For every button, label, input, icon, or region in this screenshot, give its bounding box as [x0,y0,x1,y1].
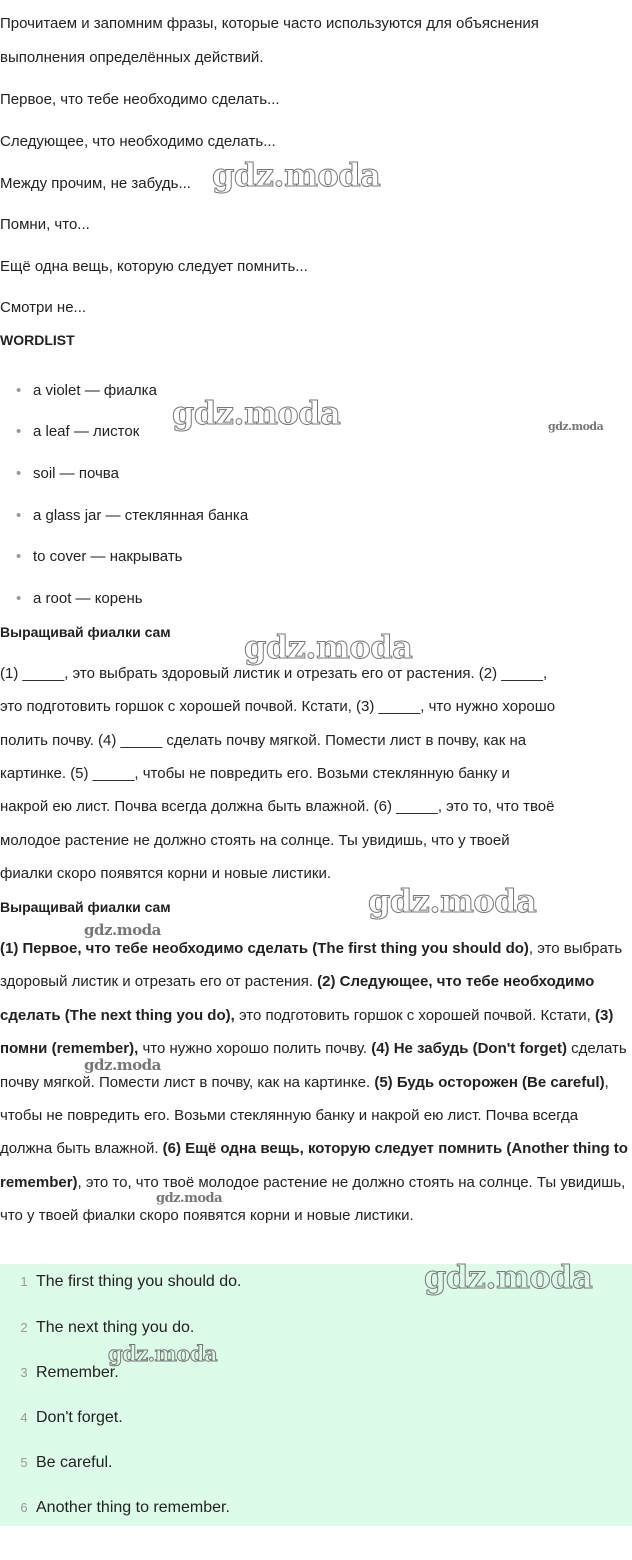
watermark: gdz.moda [424,1258,593,1296]
answer-number: 3 [20,1365,28,1380]
answer-number: 1 [20,1274,28,1289]
task-line: накрой ею лист. Почва всегда должна быть влажной. (6) _____, это то, что твоё [0,798,555,815]
task-line: фиалки скоро появятся корни и новые листики. [0,865,332,882]
answer-number: 5 [20,1455,28,1470]
intro-line-1: Прочитаем и запомним фразы, которые часто используются для объяснения [0,15,539,32]
answer-row [0,1269,241,1295]
answer-text: Another thing to remember. [36,1499,230,1516]
phrase-first: Первое, что тебе необходимо сделать... [0,91,280,108]
solution-phrase-4: (4) Не забудь (Don't forget) [371,1040,567,1058]
answer-row [0,1405,123,1431]
solution-phrase-5: (5) Будь осторожен (Be careful) [374,1073,605,1091]
task-line: это подготовить горшок с хорошей почвой. Кстати, (3) _____, что нужно хорошо [0,698,556,715]
answer-text: Be careful. [36,1454,113,1471]
answer-row [0,1315,194,1341]
watermark: gdz.moda [108,1341,218,1366]
watermark: gdz.moda [368,882,537,920]
task-title: Выращивай фиалки сам [0,624,171,640]
wordlist-item: • a glass jar — стеклянная банка [16,507,249,524]
wordlist-title: WORDLIST [0,332,75,348]
answers-panel [0,1264,632,1526]
phrase-watch-out: Смотри не... [0,299,87,316]
solution-text: (1) Первое, что тебе необходимо сделать (The first thing you should do), это выбрать здоровый листик и отрезать его от растения. (2) Следующее, что тебе необходимо сделать (The next thing you do), это подготовить горшок с хорошей почвой. Кстати, (3) помни (remember), что нужно хорошо полить почву. (4) Не забудь (Don't forget) сделать почву мягкой. Помести лист в почву, как на картинке. (5) Будь осторожен (Be careful), чтобы не повредить его. Возьми стеклянную банку и накрой ею лист. Почва всегда должна быть влажной. (6) Ещё одна вещь, которую следует помнить (Another thing to remember), это то, что твоё молодое растение не должно стоять на солнце. Ты увидишь, что у твоей фиалки скоро появятся корни и новые листики. [0,940,628,1225]
bullet-icon: • [16,548,22,565]
answer-row [0,1495,230,1521]
task-line: полить почву. (4) _____ сделать почву мягкой. Помести лист в почву, как на [0,732,527,749]
solution-title: Выращивай фиалки сам [0,899,171,915]
phrase-remember: Помни, что... [0,216,90,233]
answer-number: 4 [20,1410,28,1425]
watermark: gdz.moda [172,394,341,432]
answer-text: Don't forget. [36,1409,123,1426]
wordlist-item: • a violet — фиалка [16,382,157,399]
watermark: gdz.moda [156,1191,223,1206]
watermark: gdz.moda [244,628,413,666]
answer-text: The next thing you do. [36,1319,195,1336]
task-line: (1) _____, это выбрать здоровый листик и отрезать его от растения. (2) _____, [0,665,548,682]
wordlist-item: • a root — корень [16,590,143,607]
bullet-icon: • [16,507,22,524]
solution-phrase-6: (6) Ещё одна вещь, которую следует помнить (Another thing to remember) [0,1140,628,1191]
phrase-by-the-way: Между прочим, не забудь... [0,175,191,192]
watermark: gdz.moda [84,921,161,939]
bullet-icon: • [16,590,22,607]
task-line: картинке. (5) _____, чтобы не повредить его. Возьми стеклянную банку и [0,765,510,782]
answer-number: 2 [20,1320,28,1335]
solution-phrase-3: (3) помни (remember), [0,1006,614,1058]
wordlist-item: • to cover — накрывать [16,548,183,565]
watermark: gdz.moda [548,420,604,433]
solution-phrase-2: (2) Следующее, что тебе необходимо сделать (The next thing you do), [0,973,595,1024]
intro-line-2: выполнения определённых действий. [0,49,264,66]
answer-row [0,1360,119,1386]
bullet-icon: • [16,382,22,399]
task-line: молодое растение не должно стоять на солнце. Ты увидишь, что у твоей [0,832,510,849]
bullet-icon: • [16,465,22,482]
wordlist-item: • a leaf — листок [16,423,140,440]
answer-text: Remember. [36,1364,119,1381]
answer-row [0,1450,112,1476]
solution-phrase-1: (1) Первое, что тебе необходимо сделать (The first thing you should do) [0,940,529,957]
answer-text: The first thing you should do. [36,1273,242,1290]
wordlist-item: • soil — почва [16,465,119,482]
watermark: gdz.moda [84,1056,161,1074]
phrase-next: Следующее, что необходимо сделать... [0,133,276,150]
bullet-icon: • [16,423,22,440]
answer-number: 6 [20,1500,28,1515]
watermark: gdz.moda [212,156,381,194]
phrase-another-thing: Ещё одна вещь, которую следует помнить... [0,258,308,275]
